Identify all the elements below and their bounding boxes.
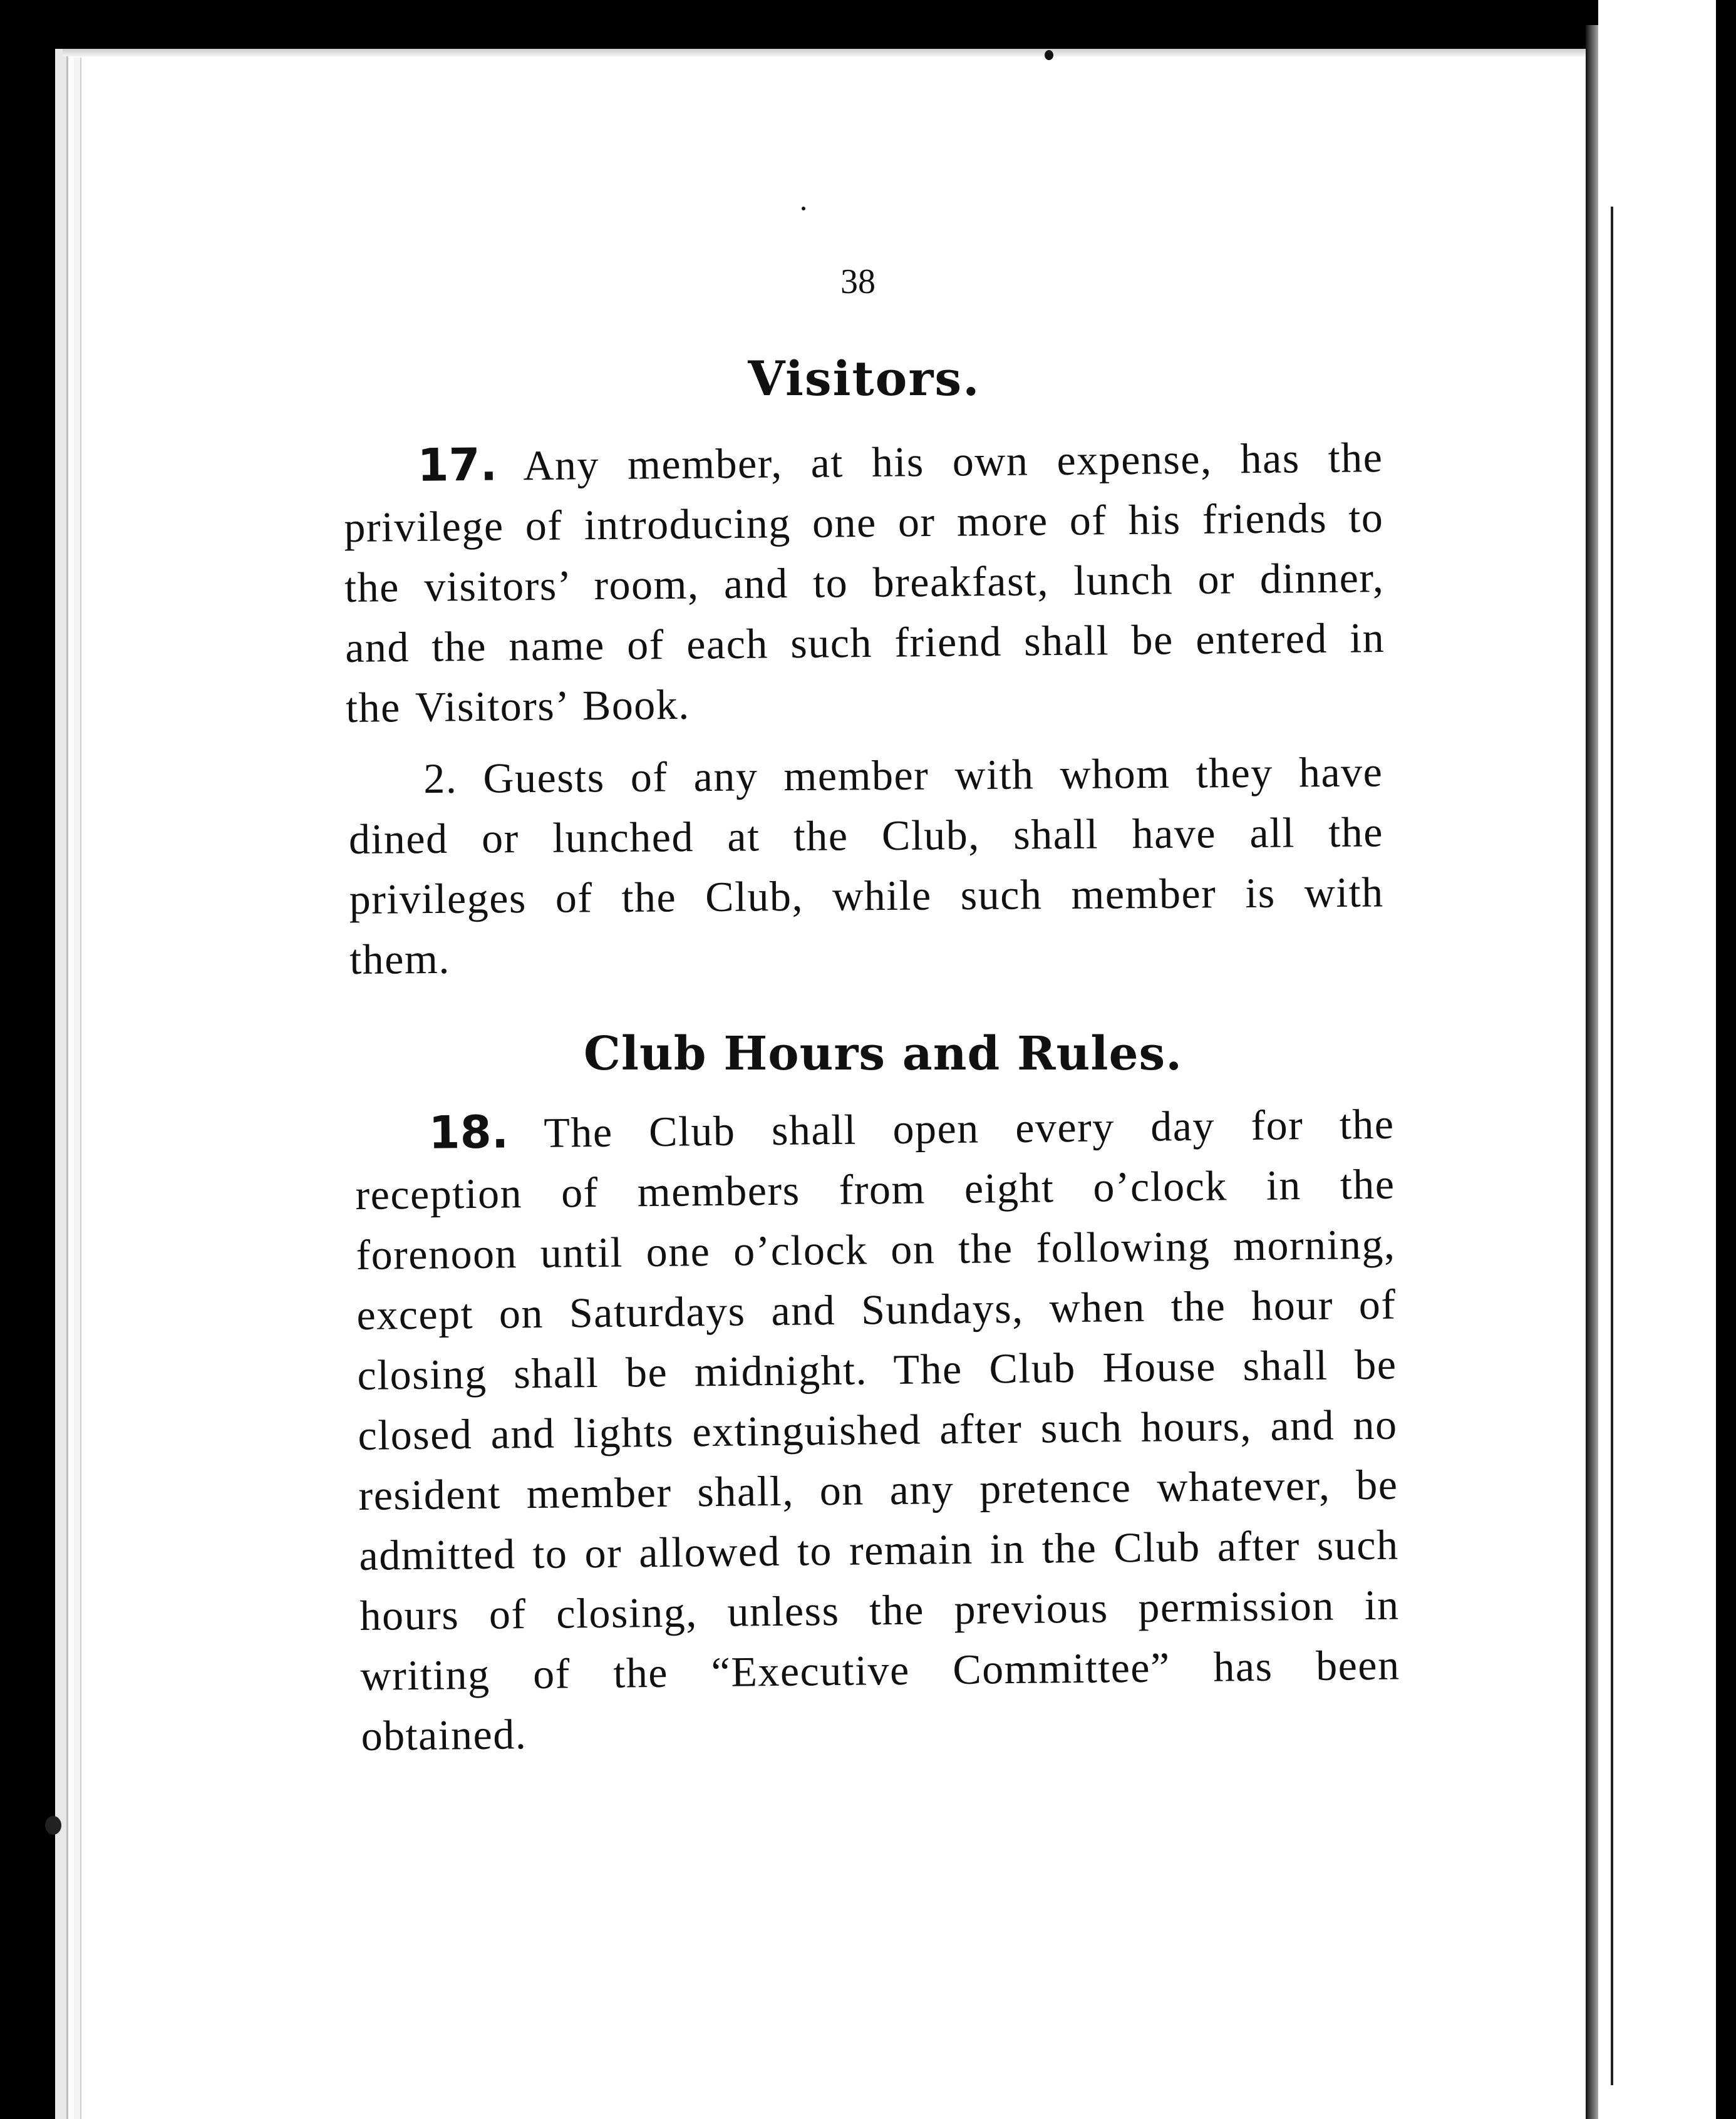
rule-17-2-text: Guests of any member with whom they have dined or lunched at the Club, shall have all the privileges of the Club, while such member is with them. — [348, 748, 1384, 983]
rule-18-number: 18. — [428, 1105, 509, 1159]
section-heading-club-hours: Club Hours and Rules. — [584, 1027, 1182, 1081]
right-scan-border — [1716, 0, 1736, 2119]
page-number: 38 — [840, 262, 876, 301]
rule-17-2-number: 2. — [423, 754, 458, 803]
page-edge-top — [63, 49, 1591, 56]
rule-17-number: 17. — [417, 438, 498, 492]
dust-speck — [45, 1816, 61, 1835]
dust-speck — [802, 207, 805, 210]
page-edge-left — [55, 49, 68, 2119]
rule-18-paragraph — [354, 1093, 1401, 1766]
page-edge-left-inner — [74, 58, 81, 2119]
rule-17-text: Any member, at his own expense, has the privilege of introducing one or more of his friends to the visitors’ room, and to breakfast, lunch or dinner, and the name of each such friend shall be entered in the Visitors’ Book. — [344, 433, 1385, 731]
rule-17-2-paragraph — [348, 741, 1385, 989]
rule-17-paragraph — [343, 426, 1386, 738]
right-book-page-strip — [1598, 0, 1736, 2119]
right-page-edge-line — [1611, 207, 1613, 2085]
section-heading-visitors: Visitors. — [748, 351, 981, 406]
rule-18-text: The Club shall open every day for the reception of members from eight o’clock in the forenoon until one o’clock on the following morning, except on Saturdays and Sundays, when the hour of closing shall be midnight. The Club House shall be closed and lights extinguished after such hours, and no resident member shall, on any pretence whatever, be admitted to or allowed to remain in the Club after such hours of closing, unless the previous permission in writing of the “Executive Committee” has been obtained. — [355, 1100, 1400, 1760]
dust-speck — [1045, 50, 1053, 60]
